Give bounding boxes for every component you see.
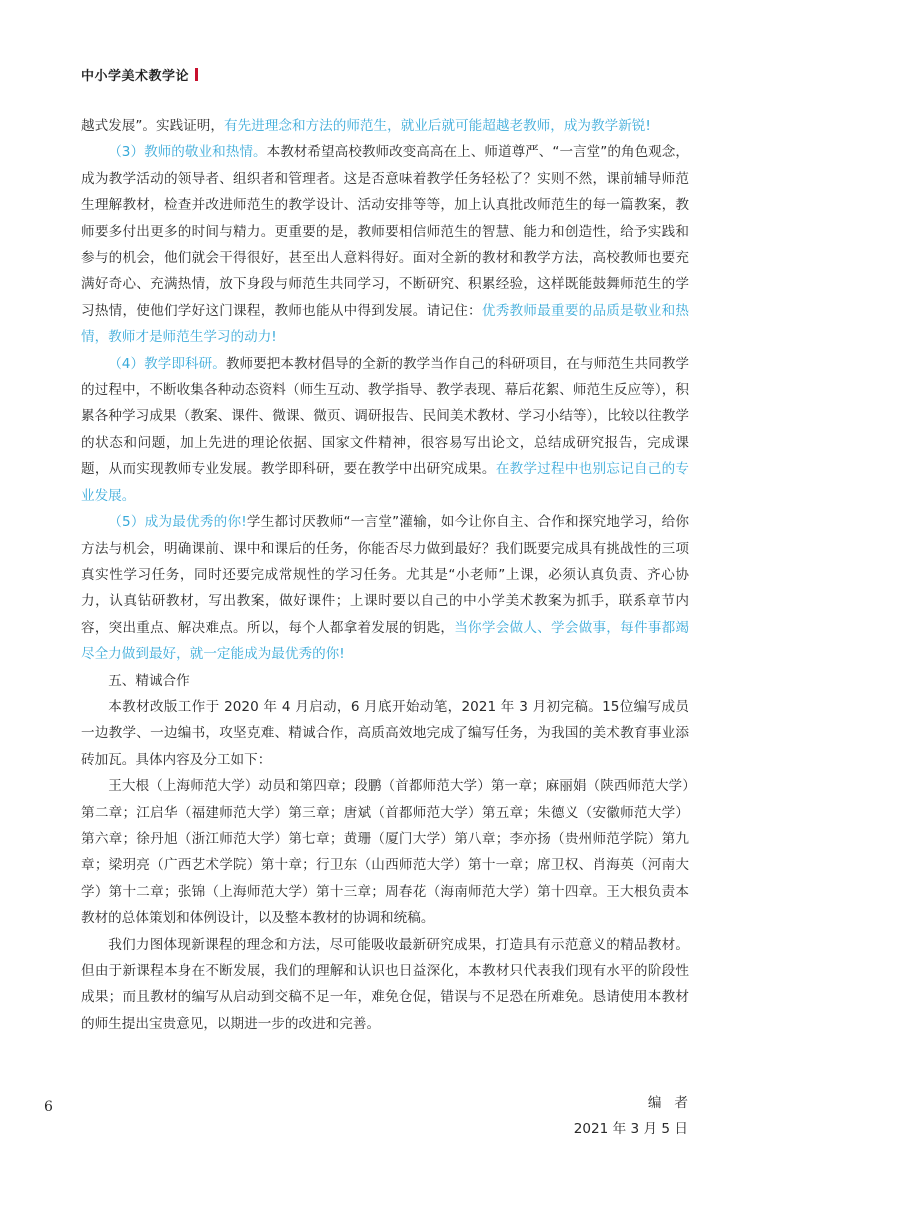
highlighted-text: （3）教师的敬业和热情。 — [108, 144, 267, 161]
highlighted-text: 在教学过程中也别忘记自己的专业发展。 — [81, 461, 690, 504]
body-text — [81, 113, 689, 1037]
paragraph-text: 五、精诚合作 — [108, 672, 190, 689]
paragraph-text: 教师要把本教材倡导的全新的教学当作自己的科研项目，在与师范生共同教学的过程中，不断收集各种动态资料（师生互动、教学指导、教学表现、幕后花絮、师范生反应等），积累各种学习成果（教案、课件、微课、微页、调研报告、民间美术教材、学习小结等），比较以往教学的状态和问题，加上先进的理论依据、国家文件精神，很容易写出论文，总结成研究报告，完成课题，从而实现教师专业发展。教学即科研，要在教学中出研究成果。 — [81, 355, 690, 478]
signature-block — [573, 1090, 701, 1142]
paragraph — [81, 932, 689, 1038]
highlighted-text: （5）成为最优秀的你! — [108, 514, 247, 531]
paragraph — [81, 113, 689, 139]
paragraph-text: 我们力图体现新课程的理念和方法，尽可能吸收最新研究成果，打造具有示范意义的精品教材。但由于新课程本身在不断发展，我们的理解和认识也日益深化，本教材只代表我们现有水平的阶段性成果；而且教材的编写从启动到交稿不足一年，难免仓促，错误与不足恐在所难免。恳请使用本教材的师生提出宝贵意见，以期进一步的改进和完善。 — [81, 936, 689, 1032]
header-mark — [195, 68, 198, 81]
paragraph-text: 王大根（上海师范大学）动员和第四章；段鹏（首都师范大学）第一章；麻丽娟（陕西师范大学）第二章；江启华（福建师范大学）第三章；唐斌（首都师范大学）第五章；朱德义（安徽师范大学）第六章；徐丹旭（浙江师范大学）第七章；黄珊（厦门大学）第八章；李亦扬（贵州师范学院）第九章；梁玥亮（广西艺术学院）第十章；行卫东（山西师范大学）第十一章；席卫权、肖海英（河南大学）第十二章；张锦（上海师范大学）第十三章；周春花（海南师范大学）第十四章。王大根负责本教材的总体策划和体例设计，以及整本教材的协调和统稿。 — [81, 778, 689, 927]
paragraph — [81, 773, 689, 931]
running-head — [81, 65, 198, 84]
paragraph-text: 本教材希望高校教师改变高高在上、师道尊严、“一言堂”的角色观念，成为教学活动的领导者、组织者和管理者。这是否意味着教学任务轻松了？实则不然，课前辅导师范生理解教材，检查并改进师范生的教学设计、活动安排等等，加上认真批改师范生的每一篇教案，教师要多付出更多的时间与精力。更重要的是，教师要相信师范生的智慧、能力和创造性，给予实践和参与的机会，他们就会干得很好，甚至出人意料得好。面对全新的教材和教学方法，高校教师也要充满好奇心、充满热情，放下身段与师范生共同学习，不断研究、积累经验，这样既能鼓舞师范生的学习热情，使他们学好这门课程，教师也能从中得到发展。请记住： — [81, 144, 689, 319]
highlighted-text: 优秀教师最重要的品质是敬业和热情，教师才是师范生学习的动力! — [81, 302, 690, 346]
paragraph — [81, 351, 689, 509]
paragraph-text: 本教材改版工作于 2020 年 4 月启动，6 月底开始动笔，2021 年 3 月初完稿。15位编写成员一边教学、一边编书，攻坚克难、精诚合作，高质高效地完成了编写任务，为我国的美术教育事业添砖加瓦。具体内容及分工如下： — [81, 698, 689, 768]
paragraph-text: 学生都讨厌教师“一言堂”灌输，如今让你自主、合作和探究地学习，给你方法与机会，明确课前、课中和课后的任务，你能否尽力做到最好？我们既要完成具有挑战性的三项真实性学习任务，同时还要完成常规性的学习任务。尤其是“小老师”上课，必须认真负责、齐心协力，认真钻研教材，写出教案，做好课件；上课时要以自己的中小学美术教案为抓手，联系章节内容，突出重点、解决难点。所以，每个人都拿着发展的钥匙， — [81, 514, 689, 636]
paragraph — [81, 509, 689, 667]
signature-editor: 编者 — [647, 1095, 701, 1111]
running-title: 中小学美术教学论 — [81, 69, 190, 84]
paragraph-text: 越式发展”。实践证明， — [81, 118, 224, 134]
page-number: 6 — [44, 1099, 53, 1115]
highlighted-text: 当你学会做人、学会做事，每件事都竭尽全力做到最好，就一定能成为最优秀的你! — [81, 619, 690, 663]
paragraph — [81, 694, 689, 773]
highlighted-text: （4）教学即科研。 — [108, 355, 226, 372]
paragraph — [81, 668, 689, 694]
highlighted-text: 有先进理念和方法的师范生，就业后就可能超越老教师，成为教学新锐! — [223, 118, 651, 134]
signature-date: 2021 年 3 月 5 日 — [573, 1121, 688, 1137]
paragraph — [81, 139, 689, 350]
